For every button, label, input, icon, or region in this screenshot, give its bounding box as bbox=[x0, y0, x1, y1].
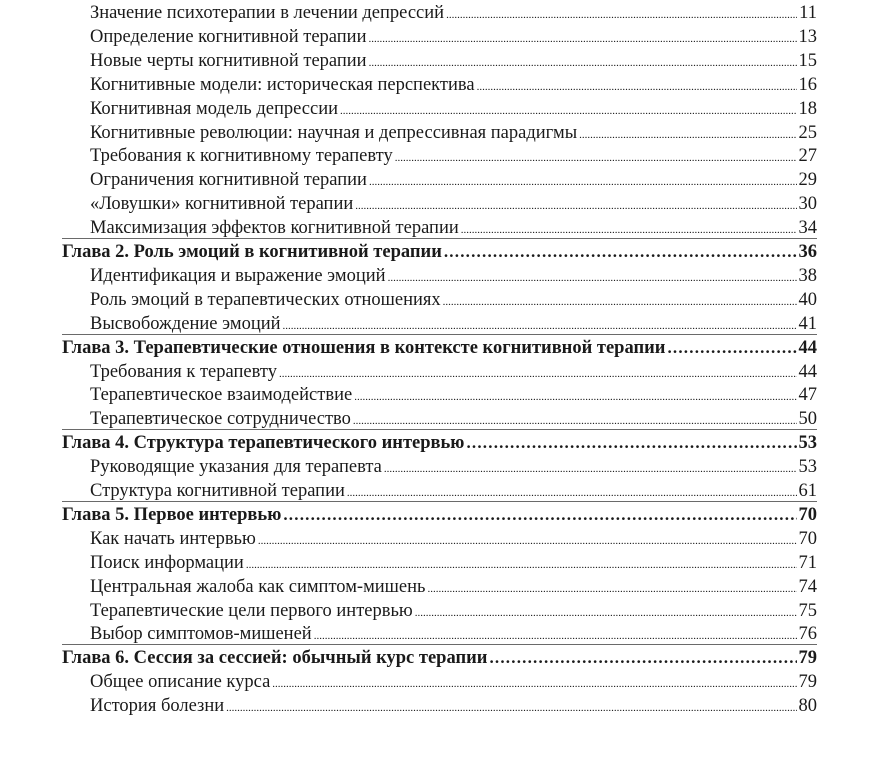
toc-chapter-entry[interactable] bbox=[62, 240, 817, 264]
toc-entry-page-number: 76 bbox=[798, 624, 817, 644]
chapter-divider bbox=[62, 644, 817, 645]
toc-entry-page-number: 74 bbox=[798, 577, 817, 597]
dot-leader bbox=[226, 694, 796, 718]
dot-leader bbox=[427, 575, 796, 599]
dot-leader bbox=[353, 407, 797, 431]
dot-leader bbox=[477, 73, 797, 97]
chapter-divider bbox=[62, 501, 817, 502]
chapter-divider bbox=[62, 334, 817, 335]
toc-section-entry[interactable] bbox=[90, 144, 817, 168]
toc-entry-page-number: 75 bbox=[798, 601, 817, 621]
toc-section-entry[interactable] bbox=[90, 168, 817, 192]
toc-chapter-entry[interactable] bbox=[62, 431, 817, 455]
dot-leader bbox=[258, 527, 797, 551]
dot-leader bbox=[283, 503, 796, 527]
toc-entry-title: Терапевтическое взаимодействие bbox=[90, 385, 353, 405]
toc-entry-title: Ограничения когнитивной терапии bbox=[90, 170, 367, 190]
dot-leader bbox=[461, 216, 797, 240]
dot-leader bbox=[354, 383, 796, 407]
toc-section-entry[interactable] bbox=[90, 97, 817, 121]
toc-entry-title: «Ловушки» когнитивной терапии bbox=[90, 194, 354, 214]
toc-section-entry[interactable] bbox=[90, 670, 817, 694]
toc-entry-page-number: 70 bbox=[798, 529, 817, 549]
dot-leader bbox=[246, 551, 797, 575]
dot-leader bbox=[667, 336, 796, 360]
toc-entry-title: Идентификация и выражение эмоций bbox=[90, 266, 386, 286]
toc-entry-page-number: 71 bbox=[798, 553, 817, 573]
toc-entry-page-number: 30 bbox=[798, 194, 817, 214]
dot-leader bbox=[466, 431, 796, 455]
dot-leader bbox=[340, 97, 796, 121]
dot-leader bbox=[444, 240, 797, 264]
toc-entry-page-number: 38 bbox=[798, 266, 817, 286]
chapter-divider bbox=[62, 429, 817, 430]
dot-leader bbox=[272, 670, 796, 694]
toc-entry-title: Значение психотерапии в лечении депрессий bbox=[90, 3, 445, 23]
toc-entry-title: Глава 4. Структура терапевтического интервью bbox=[62, 433, 465, 453]
toc-section-entry[interactable] bbox=[90, 216, 817, 240]
dot-leader bbox=[489, 646, 796, 670]
toc-section-entry[interactable] bbox=[90, 73, 817, 97]
toc-entry-page-number: 80 bbox=[798, 696, 817, 716]
toc-section-entry[interactable] bbox=[90, 25, 817, 49]
dot-leader bbox=[368, 25, 796, 49]
toc-entry-page-number: 18 bbox=[798, 99, 817, 119]
dot-leader bbox=[279, 360, 797, 384]
toc-section-entry[interactable] bbox=[90, 49, 817, 73]
toc-section-entry[interactable] bbox=[90, 264, 817, 288]
toc-section-entry[interactable] bbox=[90, 622, 817, 646]
dot-leader bbox=[579, 121, 796, 145]
dot-leader bbox=[443, 288, 797, 312]
toc-section-entry[interactable] bbox=[90, 192, 817, 216]
toc-entry-page-number: 41 bbox=[798, 314, 817, 334]
toc-entry-page-number: 15 bbox=[798, 51, 817, 71]
toc-entry-page-number: 29 bbox=[798, 170, 817, 190]
toc-entry-page-number: 27 bbox=[798, 146, 817, 166]
toc-entry-title: Роль эмоций в терапевтических отношениях bbox=[90, 290, 441, 310]
toc-entry-page-number: 47 bbox=[798, 385, 817, 405]
toc-entry-title: Максимизация эффектов когнитивной терапии bbox=[90, 218, 459, 238]
toc-entry-title: Когнитивные модели: историческая перспектива bbox=[90, 75, 475, 95]
toc-chapter-entry[interactable] bbox=[62, 503, 817, 527]
toc-entry-page-number: 79 bbox=[798, 672, 817, 692]
toc-section-entry[interactable] bbox=[90, 383, 817, 407]
toc-entry-page-number: 40 bbox=[798, 290, 817, 310]
toc-entry-title: Поиск информации bbox=[90, 553, 244, 573]
toc-entry-page-number: 53 bbox=[798, 433, 817, 453]
toc-entry-title: Глава 5. Первое интервью bbox=[62, 505, 282, 525]
toc-section-entry[interactable] bbox=[90, 121, 817, 145]
toc-entry-page-number: 25 bbox=[798, 123, 817, 143]
toc-section-entry[interactable] bbox=[90, 312, 817, 336]
dot-leader bbox=[369, 168, 797, 192]
toc-chapter-entry[interactable] bbox=[62, 646, 817, 670]
toc-entry-title: Общее описание курса bbox=[90, 672, 271, 692]
toc-entry-page-number: 16 bbox=[798, 75, 817, 95]
toc-section-entry[interactable] bbox=[90, 288, 817, 312]
dot-leader bbox=[388, 264, 797, 288]
toc-section-entry[interactable] bbox=[90, 551, 817, 575]
dot-leader bbox=[369, 49, 797, 73]
chapter-divider bbox=[62, 238, 817, 239]
toc-entry-page-number: 13 bbox=[798, 27, 817, 47]
toc-entry-title: Структура когнитивной терапии bbox=[90, 481, 345, 501]
toc-entry-page-number: 36 bbox=[798, 242, 817, 262]
toc-entry-page-number: 61 bbox=[798, 481, 817, 501]
toc-entry-title: Требования к когнитивному терапевту bbox=[90, 146, 393, 166]
toc-entry-title: Глава 3. Терапевтические отношения в контексте когнитивной терапии bbox=[62, 338, 666, 358]
toc-section-entry[interactable] bbox=[90, 479, 817, 503]
toc-entry-title: Высвобождение эмоций bbox=[90, 314, 281, 334]
dot-leader bbox=[347, 479, 797, 503]
toc-entry-title: Центральная жалоба как симптом-мишень bbox=[90, 577, 426, 597]
toc-section-entry[interactable] bbox=[90, 360, 817, 384]
toc-entry-title: Выбор симптомов-мишеней bbox=[90, 624, 312, 644]
toc-section-entry[interactable] bbox=[90, 599, 817, 623]
toc-entry-title: Требования к терапевту bbox=[90, 362, 277, 382]
toc-chapter-entry[interactable] bbox=[62, 336, 817, 360]
toc-entry-title: Терапевтические цели первого интервью bbox=[90, 601, 413, 621]
toc-entry-page-number: 11 bbox=[799, 3, 817, 23]
toc-entry-page-number: 70 bbox=[798, 505, 817, 525]
toc-entry-title: Когнитивные революции: научная и депрессивная парадигмы bbox=[90, 123, 578, 143]
dot-leader bbox=[314, 622, 797, 646]
toc-entry-title: Глава 6. Сессия за сессией: обычный курс терапии bbox=[62, 648, 488, 668]
toc-section-entry[interactable] bbox=[90, 694, 817, 718]
dot-leader bbox=[384, 455, 797, 479]
toc-entry-title: Новые черты когнитивной терапии bbox=[90, 51, 367, 71]
toc-section-entry[interactable] bbox=[90, 575, 817, 599]
toc-section-entry[interactable] bbox=[90, 407, 817, 431]
toc-entry-page-number: 79 bbox=[798, 648, 817, 668]
toc-entry-title: Терапевтическое сотрудничество bbox=[90, 409, 351, 429]
toc-entry-title: Определение когнитивной терапии bbox=[90, 27, 367, 47]
dot-leader bbox=[283, 312, 797, 336]
dot-leader bbox=[446, 1, 797, 25]
toc-section-entry[interactable] bbox=[90, 455, 817, 479]
toc-entry-title: Глава 2. Роль эмоций в когнитивной терапии bbox=[62, 242, 442, 262]
toc-entry-title: Как начать интервью bbox=[90, 529, 256, 549]
toc-entry-page-number: 53 bbox=[798, 457, 817, 477]
toc-entry-page-number: 44 bbox=[798, 362, 817, 382]
toc-section-entry[interactable] bbox=[90, 1, 817, 25]
toc-entry-page-number: 50 bbox=[798, 409, 817, 429]
toc-section-entry[interactable] bbox=[90, 527, 817, 551]
toc-entry-title: Руководящие указания для терапевта bbox=[90, 457, 382, 477]
dot-leader bbox=[415, 599, 797, 623]
toc-entry-title: Когнитивная модель депрессии bbox=[90, 99, 339, 119]
toc-entry-title: История болезни bbox=[90, 696, 225, 716]
toc-entry-page-number: 44 bbox=[798, 338, 817, 358]
dot-leader bbox=[395, 144, 797, 168]
toc-entry-page-number: 34 bbox=[798, 218, 817, 238]
dot-leader bbox=[355, 192, 796, 216]
